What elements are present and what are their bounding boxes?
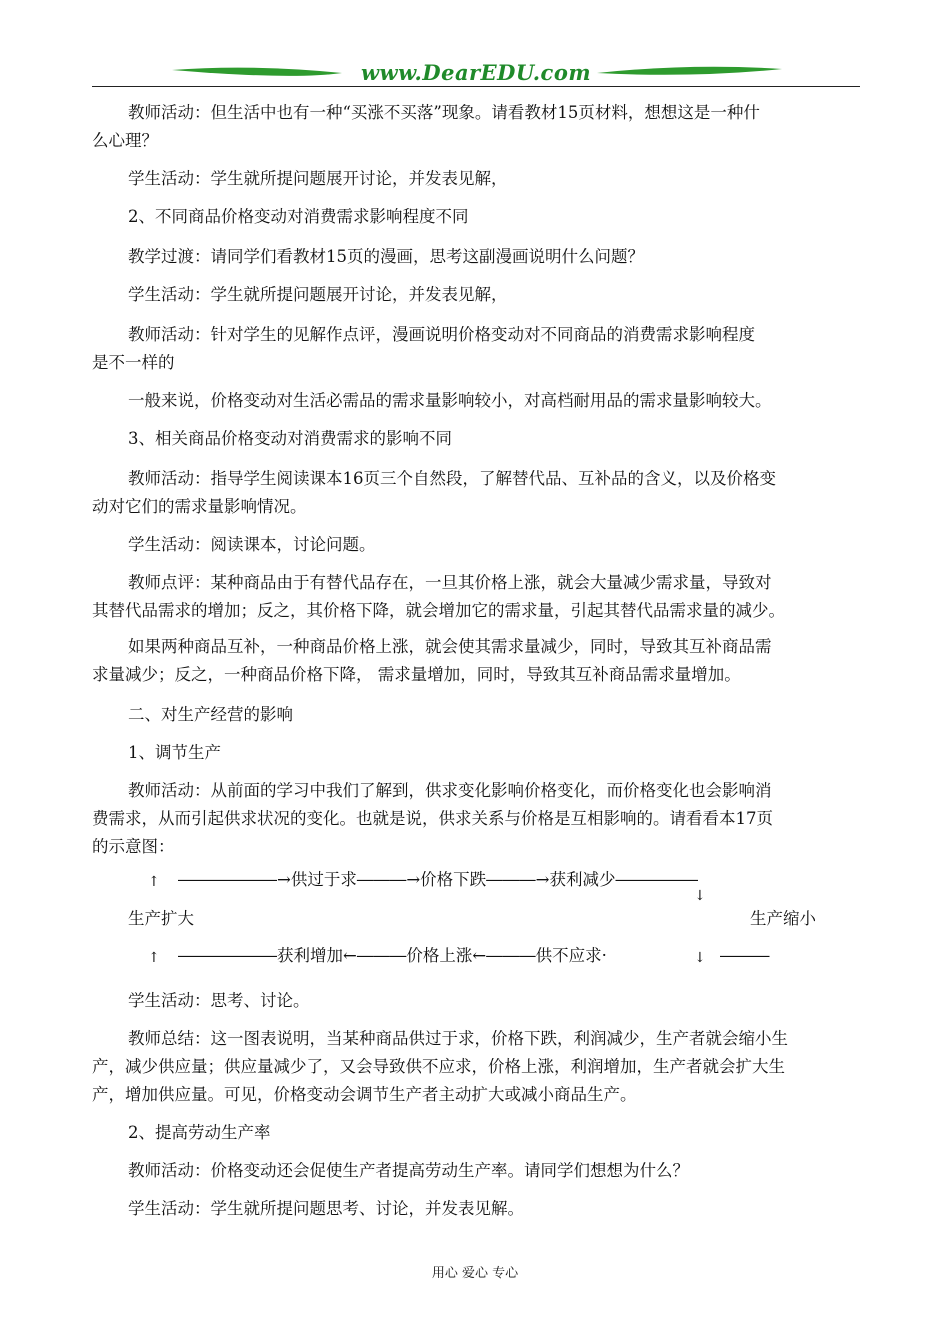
- paragraph-line: 求量减少；反之，一种商品价格下降， 需求量增加，同时，导致其互补商品需求量增加。: [92, 665, 741, 684]
- paragraph-line: 一般来说，价格变动对生活必需品的需求量影响较小，对高档耐用品的需求量影响较大。: [128, 391, 772, 410]
- paragraph-line: 学生活动：阅读课本，讨论问题。: [128, 535, 376, 554]
- up-arrow-icon: ↑: [148, 950, 160, 966]
- up-arrow-icon: ↑: [148, 874, 160, 890]
- paragraph-line: 么心理？: [92, 131, 158, 150]
- diagram-bottom-row: ――――――获利增加←―――价格上涨←―――供不应求·: [178, 946, 607, 965]
- paragraph-line: 教师活动：价格变动还会促使生产者提高劳动生产率。请同学们想想为什么？: [128, 1161, 689, 1180]
- paragraph-line: 是不一样的: [92, 353, 175, 372]
- paragraph-line: 教师活动：但生活中也有一种“买涨不买落”现象。请看教材15页材料，想想这是一种什: [128, 103, 760, 122]
- paragraph-line: 学生活动：思考、讨论。: [128, 991, 310, 1010]
- paragraph-line: 学生活动：学生就所提问题展开讨论，并发表见解，: [128, 285, 508, 304]
- diagram-top-row: ――――――→供过于求―――→价格下跌―――→获利减少―――――: [178, 870, 698, 889]
- section-heading: 1、调节生产: [128, 743, 221, 762]
- diagram-left-label: 生产扩大: [128, 909, 194, 928]
- diagram-right-label: 生产缩小: [750, 909, 816, 928]
- section-heading: 2、提高劳动生产率: [128, 1123, 271, 1142]
- paragraph-line: 费需求，从而引起供求状况的变化。也就是说，供求关系与价格是互相影响的。请看看本17页: [92, 809, 773, 828]
- page-footer: 用心 爱心 专心: [431, 1266, 519, 1281]
- section-heading: 3、相关商品价格变动对消费需求的影响不同: [128, 429, 452, 448]
- paragraph-line: 教师总结：这一图表说明，当某种商品供过于求，价格下跌，利润减少，生产者就会缩小生: [128, 1029, 788, 1048]
- paragraph-line: 教师活动：指导学生阅读课本16页三个自然段，了解替代品、互补品的含义，以及价格变: [128, 469, 776, 488]
- section-heading: 2、不同商品价格变动对消费需求影响程度不同: [128, 207, 469, 226]
- paragraph-line: 学生活动：学生就所提问题展开讨论，并发表见解，: [128, 169, 508, 188]
- paragraph-line: 如果两种商品互补，一种商品价格上涨，就会使其需求量减少，同时，导致其互补商品需: [128, 637, 772, 656]
- paragraph-line: 教师点评：某种商品由于有替代品存在，一旦其价格上涨，就会大量减少需求量，导致对: [128, 573, 772, 592]
- paragraph-line: 产，增加供应量。可见，价格变动会调节生产者主动扩大或减小商品生产。: [92, 1085, 637, 1104]
- paragraph-line: 的示意图：: [92, 837, 175, 856]
- site-logo: www.DearEDU.com: [360, 60, 592, 85]
- section-heading: 二、对生产经营的影响: [128, 705, 293, 724]
- paragraph-line: 教师活动：针对学生的见解作点评，漫画说明价格变动对不同商品的消费需求影响程度: [128, 325, 755, 344]
- paragraph-line: 产，减少供应量；供应量减少了，又会导致供不应求，价格上涨，利润增加，生产者就会扩大生: [92, 1057, 785, 1076]
- down-arrow-icon: ↓: [694, 888, 706, 904]
- paragraph-line: 动对它们的需求量影响情况。: [92, 497, 307, 516]
- paragraph-line: 教学过渡：请同学们看教材15页的漫画，思考这副漫画说明什么问题？: [128, 247, 644, 266]
- paragraph-line: 教师活动：从前面的学习中我们了解到，供求变化影响价格变化，而价格变化也会影响消: [128, 781, 772, 800]
- paragraph-line: 学生活动：学生就所提问题思考、讨论，并发表见解。: [128, 1199, 524, 1218]
- header-rule: [92, 86, 860, 87]
- paragraph-line: 其替代品需求的增加；反之，其价格下降，就会增加它的需求量，引起其替代品需求量的减少。: [92, 601, 785, 620]
- diagram-bottom-tail: ―――: [720, 946, 770, 965]
- down-arrow-icon: ↓: [694, 950, 706, 966]
